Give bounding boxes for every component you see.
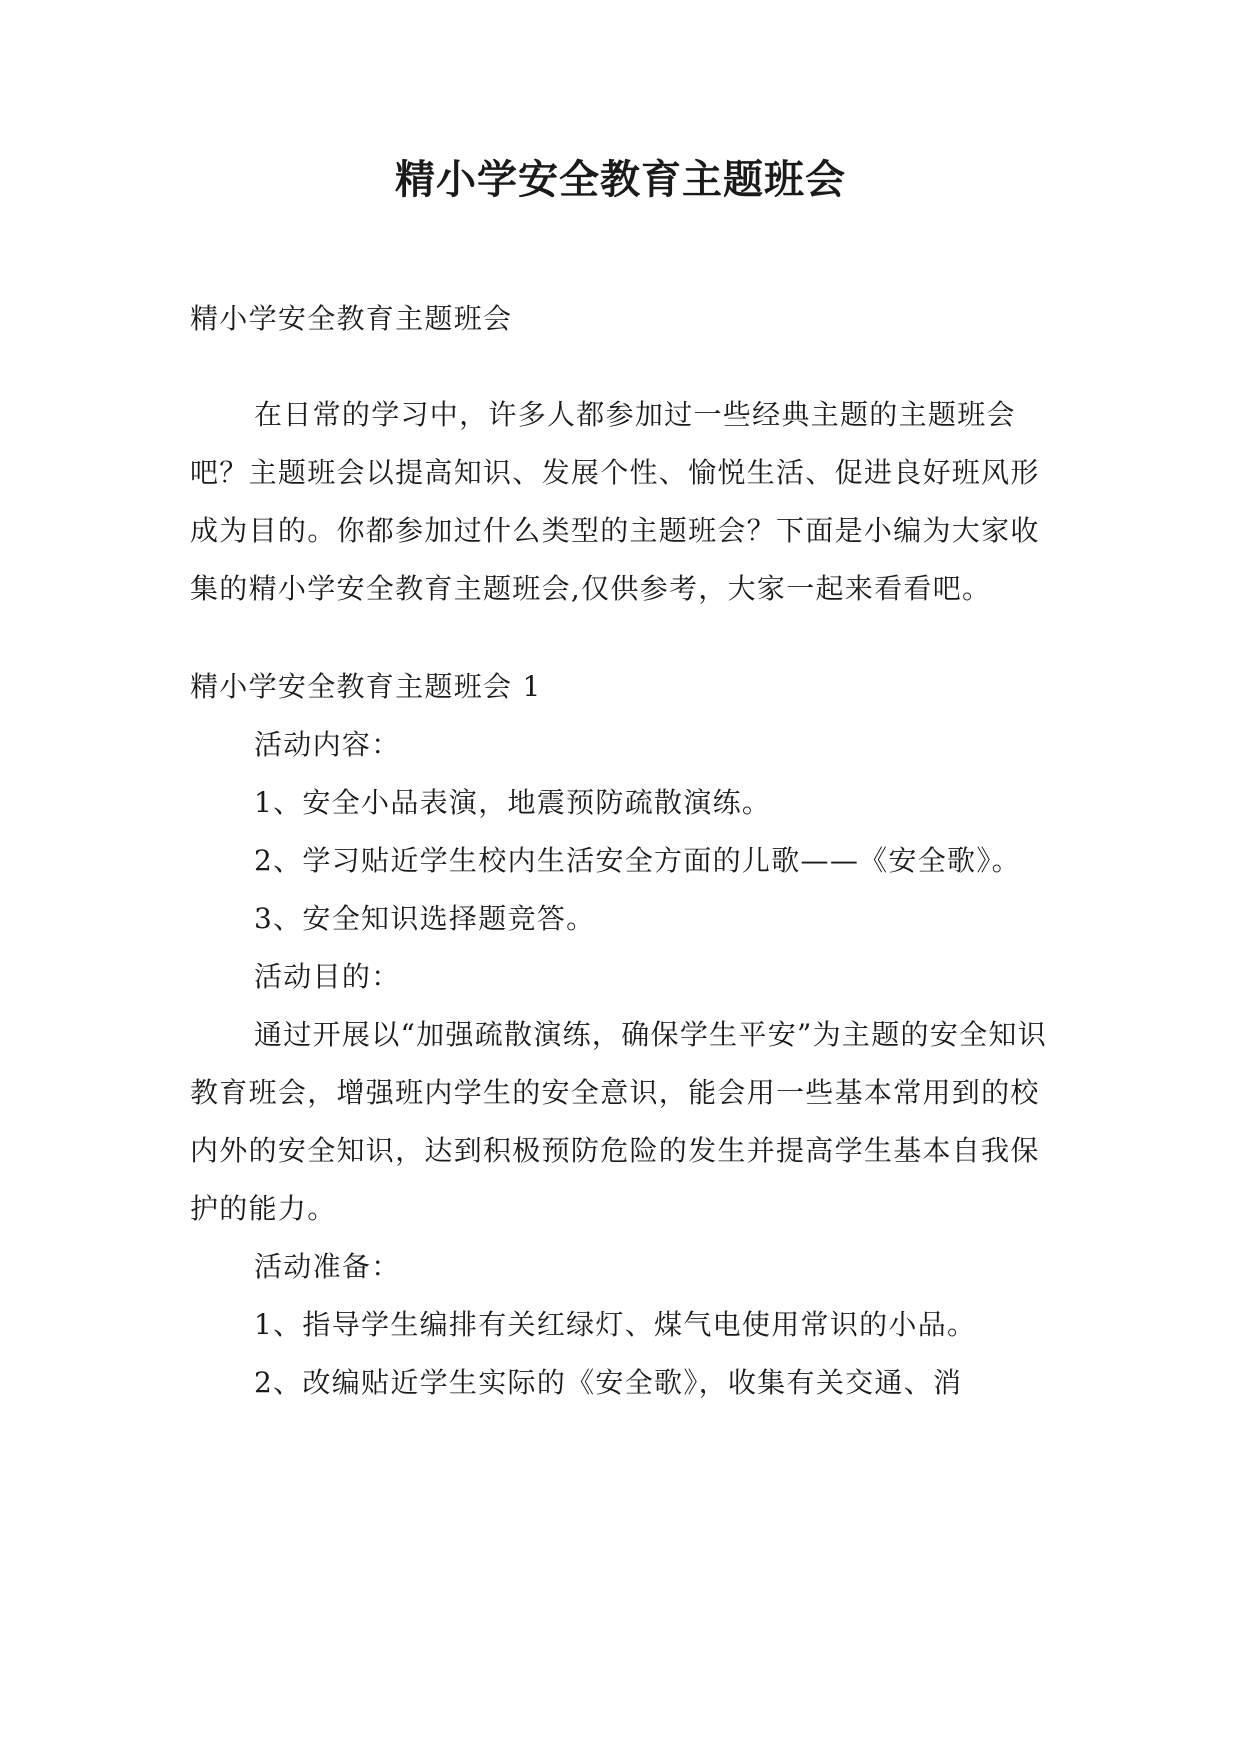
content-item-1: 1、安全小品表演，地震预防疏散演练。: [254, 786, 772, 819]
goal-label: 活动目的：: [254, 960, 401, 993]
prep-item-2: 2、改编贴近学生实际的《安全歌》，收集有关交通、消: [254, 1366, 963, 1399]
section-heading: 精小学安全教育主题班会 1: [190, 670, 542, 703]
content-item-3: 3、安全知识选择题竞答。: [254, 902, 596, 935]
prep-label: 活动准备：: [254, 1250, 401, 1283]
document-body: [190, 290, 1050, 1412]
document-title: 精小学安全教育主题班会: [395, 156, 846, 203]
intro-paragraph: 在日常的学习中，许多人都参加过一些经典主题的主题班会吧？主题班会以提高知识、发展个性、愉悦生活、促进良好班风形成为目的。你都参加过什么类型的主题班会？下面是小编为大家收集的精小学安全教育主题班会,仅供参考，大家一起来看看吧。: [190, 398, 1040, 605]
content-item-2: 2、学习贴近学生校内生活安全方面的儿歌——《安全歌》。: [254, 844, 1021, 877]
content-label: 活动内容：: [254, 728, 401, 761]
goal-paragraph: 通过开展以“加强疏散演练，确保学生平安”为主题的安全知识教育班会，增强班内学生的安全意识，能会用一些基本常用到的校内外的安全知识，达到积极预防危险的发生并提高学生基本自我保护的能力。: [190, 1018, 1048, 1225]
subtitle: 精小学安全教育主题班会: [190, 302, 513, 335]
prep-item-1: 1、指导学生编排有关红绿灯、煤气电使用常识的小品。: [254, 1308, 977, 1341]
